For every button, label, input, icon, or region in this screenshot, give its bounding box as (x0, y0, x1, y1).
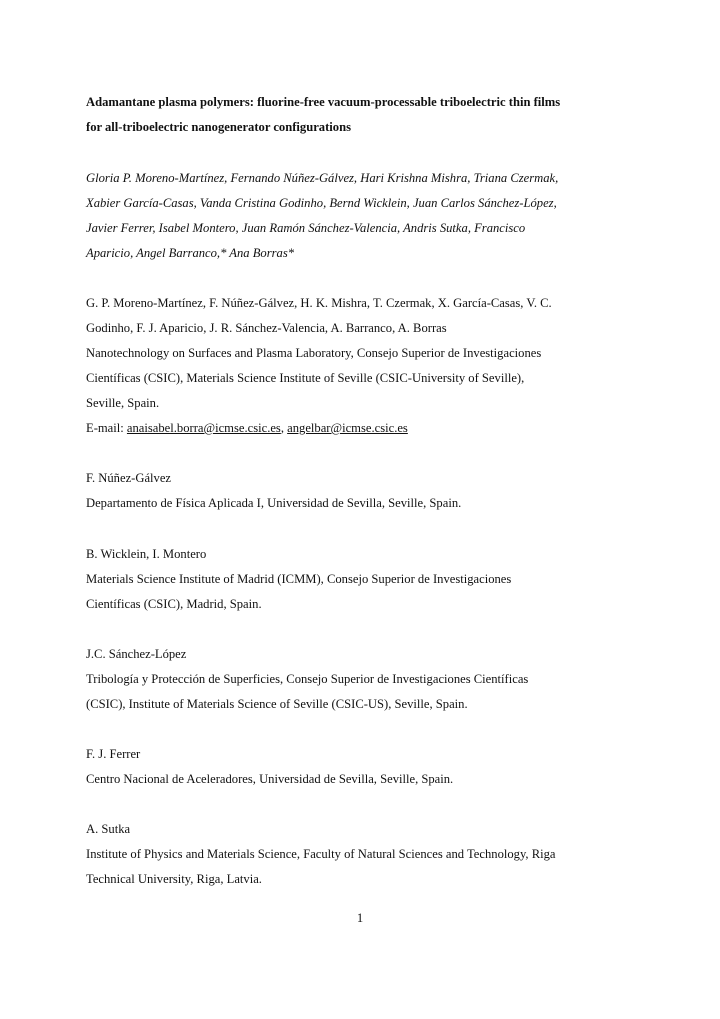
paper-title-line-1: Adamantane plasma polymers: fluorine-free vacuum-processable triboelectric thin films (86, 95, 561, 109)
affiliation-2-line-1: Departamento de Física Aplicada I, Universidad de Sevilla, Seville, Spain. (86, 496, 462, 510)
affiliation-6-line-1: Institute of Physics and Materials Science, Faculty of Natural Sciences and Technology, Riga (86, 847, 556, 861)
affiliation-3-name: B. Wicklein, I. Montero (86, 547, 207, 561)
affiliation-4-line-1: Tribología y Protección de Superficies, Consejo Superior de Investigaciones Científicas (86, 672, 529, 686)
affiliation-1-line-2: Godinho, F. J. Aparicio, J. R. Sánchez-Valencia, A. Barranco, A. Borras (86, 321, 447, 335)
affiliation-4-line-2: (CSIC), Institute of Materials Science of Seville (CSIC-US), Seville, Spain. (86, 697, 468, 711)
email-line (86, 416, 408, 441)
affiliation-4-name: J.C. Sánchez-López (86, 647, 187, 661)
affiliation-5-line-1: Centro Nacional de Aceleradores, Universidad de Sevilla, Seville, Spain. (86, 772, 454, 786)
affiliation-1-line-3: Nanotechnology on Surfaces and Plasma Laboratory, Consejo Superior de Investigaciones (86, 346, 542, 360)
affiliation-6-name: A. Sutka (86, 822, 131, 836)
email-label: E-mail: (86, 421, 127, 435)
email-link-barranco[interactable]: angelbar@icmse.csic.es (287, 421, 408, 435)
email-separator: , (280, 421, 288, 435)
page-number: 1 (356, 911, 364, 925)
author-list-line-3: Javier Ferrer, Isabel Montero, Juan Ramón Sánchez-Valencia, Andris Sutka, Francisco (86, 221, 526, 235)
author-list-line-4: Aparicio, Angel Barranco,* Ana Borras* (86, 246, 295, 260)
affiliation-6-line-2: Technical University, Riga, Latvia. (86, 872, 262, 886)
author-list-line-2: Xabier García-Casas, Vanda Cristina Godinho, Bernd Wicklein, Juan Carlos Sánchez-López, (86, 196, 557, 210)
affiliation-1-line-1: G. P. Moreno-Martínez, F. Núñez-Gálvez, H. K. Mishra, T. Czermak, X. García-Casas, V. C. (86, 296, 552, 310)
email-link-borras[interactable]: anaisabel.borra@icmse.csic.es (126, 421, 281, 435)
affiliation-1-line-5: Seville, Spain. (86, 396, 160, 410)
affiliation-5-name: F. J. Ferrer (86, 747, 141, 761)
affiliation-2-name: F. Núñez-Gálvez (86, 471, 172, 485)
affiliation-1-line-4: Científicas (CSIC), Materials Science Institute of Seville (CSIC-University of Seville), (86, 371, 525, 385)
affiliation-3-line-2: Científicas (CSIC), Madrid, Spain. (86, 597, 262, 611)
author-list-line-1: Gloria P. Moreno-Martínez, Fernando Núñez-Gálvez, Hari Krishna Mishra, Triana Czermak, (86, 171, 559, 185)
paper-title-line-2: for all-triboelectric nanogenerator configurations (86, 120, 351, 134)
affiliation-3-line-1: Materials Science Institute of Madrid (ICMM), Consejo Superior de Investigaciones (86, 572, 512, 586)
